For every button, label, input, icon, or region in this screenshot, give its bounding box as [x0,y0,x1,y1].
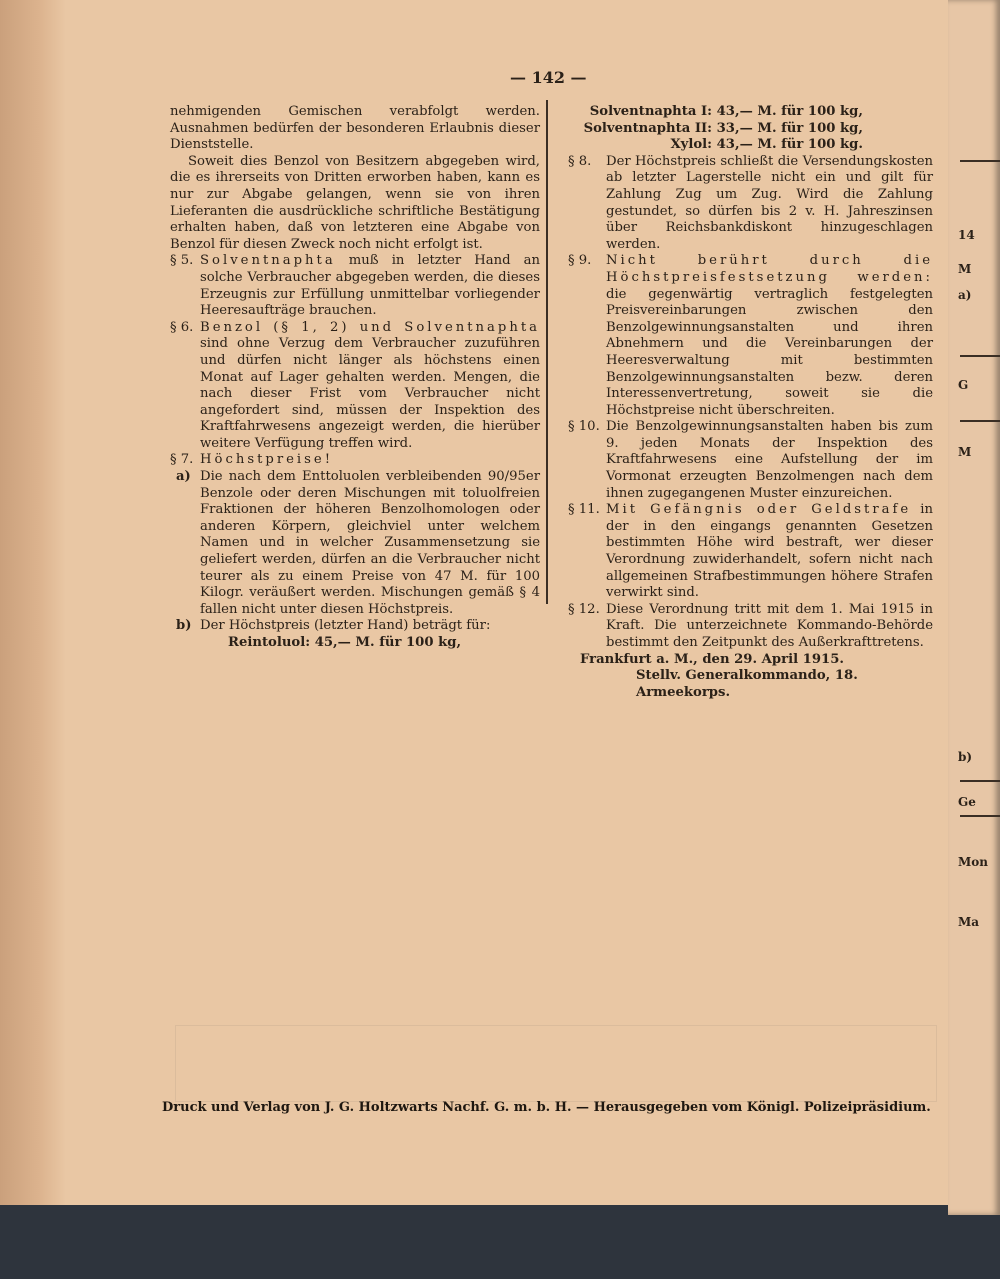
section-number: § 11. [568,502,600,518]
paragraph: nehmigenden Gemischen verabfolgt werden. Ausnahmen bedürfen der besonderen Erlaubnis dieser Dienststelle. [170,104,540,153]
section-paragraph [170,320,540,453]
edge-fragment: M [958,445,972,459]
subsection-label: a) [176,469,191,485]
section-number: § 8. [568,153,592,169]
section-paragraph [170,253,540,319]
edge-fragment: 14 [958,228,975,242]
authority-signature: Stellv. Generalkommando, 18. Armeekorps. [636,668,858,700]
section-number: § 9. [568,253,592,269]
section-body: die gegenwärtig vertraglich festgelegten Preisvereinbarungen zwischen den Benzolgewinnungsanstalten und ihren Abnehmern und die Vereinbarungen der Heeresverwaltung mit bestimmten Benzolgewinnungsanstalten bezw. deren Interessenvertretung, soweit sie die Höchstpreise nicht überschreiten. [606,286,933,418]
spaced-lead-text: Mit Gefängnis oder Geldstrafe [606,502,912,518]
subsection-text: Die nach dem Enttoluolen verbleibenden 90/95er Benzole oder deren Mischungen mit toluolfreien Fraktionen der höheren Benzolhomologen oder anderen Körpern, gleichviel unter welchem Namen und in welcher Zusammensetzung sie geliefert werden, dürfen an die Verbraucher nicht teurer als zu einem Preise von 47 M. für 100 Kilogr. veräußert werden. Mischungen gemäß § 4 fallen nicht unter diesen Höchstpreis. [200,469,540,617]
book-cover-edge [0,1200,1000,1279]
spaced-lead-text: Höchstpreise! [200,452,334,468]
edge-fragment: Ma [958,915,980,929]
section-number: § 12. [568,601,600,617]
show-through-print [175,1025,937,1102]
edge-rule [960,160,1000,162]
price-line: Reintoluol: 45,— M. für 100 kg, [228,635,462,650]
section-text [200,253,540,319]
edge-rule [960,420,1000,422]
section-number: § 5. [170,253,194,269]
section-text [606,502,933,602]
section-paragraph [568,502,933,602]
edge-fragment: Ge [958,795,976,809]
price-line: Solventnaphta II: 33,— M. für 100 kg, [583,120,863,136]
subsection-text: Der Höchstpreis (letzter Hand) beträgt für: [200,618,491,634]
section-paragraph [568,602,933,652]
place-date-line: Frankfurt a. M., den 29. April 1915. [580,651,844,667]
subsection-paragraph [170,618,540,635]
section-paragraph [568,154,933,254]
left-column [170,104,540,652]
section-body: sind ohne Verzug dem Verbraucher zuzuführen und dürfen nicht länger als höchstens einen Monat auf Lager gehalten werden. Mengen, die nach dieser Frist vom Verbraucher nicht angefordert sind, müssen der Inspektion des Kraftfahrwesens angezeigt werden, die hierüber weitere Verfügung treffen wird. [200,336,540,451]
section-paragraph [170,452,540,469]
edge-fragment: Mon [958,855,989,869]
imprint-footer: Druck und Verlag von J. G. Holtzwarts Nachf. G. m. b. H. — Herausgegeben vom Königl. Polizeipräsidium. [162,1100,931,1115]
section-text [606,602,933,652]
subsection-label: b) [176,618,192,634]
section-body: Der Höchstpreis schließt die Versendungskosten ab letzter Lagerstelle nicht ein und gilt für Zahlung Zug um Zug. Wird die Zahlung gestundet, so dürfen bis 2 v. H. Jahreszinsen über Reichsbankdiskont hinzugeschlagen werden. [606,153,933,252]
section-text [200,320,540,453]
price-line: Solventnaphta I: 43,— M. für 100 kg, [589,104,863,119]
edge-fragment: b) [958,750,973,764]
edge-fragment: M [958,262,972,276]
section-text [200,452,540,469]
section-paragraph [568,253,933,419]
column-divider [546,100,548,604]
section-body: muß in letzter Hand an solche Verbraucher abgegeben werden, die dieses Erzeugnis zur Erfüllung unmittelbar vorliegender Heeresaufträge brauchen. [200,253,540,319]
section-paragraph [568,419,933,502]
edge-rule [960,355,1000,357]
subsection-paragraph [170,469,540,618]
section-text [606,154,933,254]
page-gutter-shade [0,0,66,1205]
edge-rule [960,815,1000,817]
spaced-lead-text: Benzol (§ 1, 2) und Solventnaphta [200,319,540,335]
section-body: Die Benzolgewinnungsanstalten haben bis zum 9. jeden Monats der Inspektion des Kraftfahrwesens eine Aufstellung der im Vormonat erzeugten Benzolmengen nach dem ihnen zugegangenen Muster einzureichen. [606,419,933,501]
section-text [606,253,933,419]
section-body: in der in den eingangs genannten Gesetzen bestimmten Höhe wird bestraft, wer dieser Verordnung zuwiderhandelt, sofern nicht nach allgemeinen Strafbestimmungen höhere Strafen verwirkt sind. [606,502,933,601]
edge-fragment: G [958,378,969,392]
edge-fragment: a) [958,288,972,302]
spaced-lead-text: Nicht berührt durch die Höchstpreisfestsetzung werden: [606,253,933,285]
section-number: § 10. [568,419,600,435]
section-number: § 7. [170,452,194,468]
page-number: — 142 — [510,68,587,87]
price-line: Xylol: 43,— M. für 100 kg. [670,137,863,153]
section-text [606,419,933,502]
right-column [568,104,933,701]
section-body: Diese Verordnung tritt mit dem 1. Mai 1915 in Kraft. Die unterzeichnete Kommando-Behörde bestimmt den Zeitpunkt des Außerkrafttretens. [606,601,933,650]
section-number: § 6. [170,319,194,335]
adjacent-page-edge [948,0,1000,1215]
paragraph: Soweit dies Benzol von Besitzern abgegeben wird, die es ihrerseits von Dritten erworben haben, kann es nur zur Abgabe gelangen, wenn sie von ihren Lieferanten die ausdrückliche schriftliche Bestätigung erhalten haben, daß von letzteren eine Abgabe von Benzol für diesen Zweck noch nicht erfolgt ist. [170,153,540,252]
edge-rule [960,780,1000,782]
spaced-lead-text: Solventnaphta [200,253,336,269]
